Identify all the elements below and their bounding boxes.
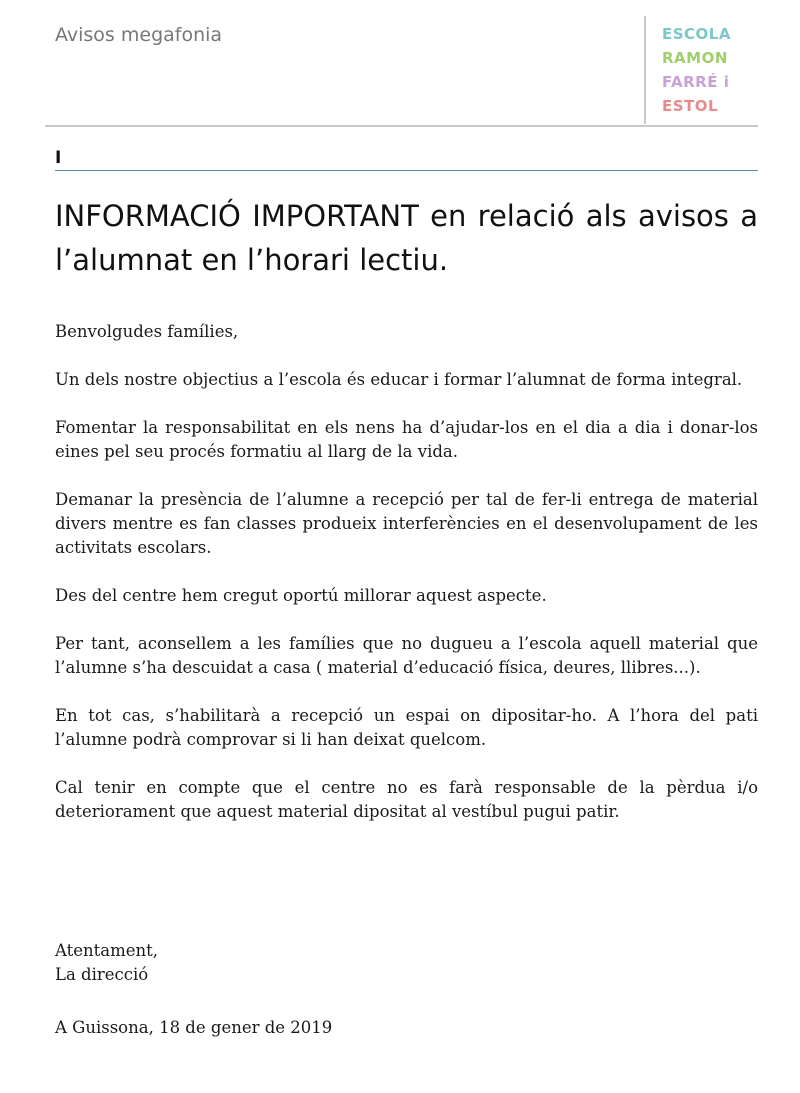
paragraph: Un dels nostre objectius a l’escola és educar i formar l’alumnat de forma integral. xyxy=(55,370,743,389)
logo-line: RAMON xyxy=(662,49,728,67)
paragraph: En tot cas, s’habilitarà a recepció un espai on dipositar-ho. A l’hora del pati l’alumne podrà comprovar si li han deixat quelcom. xyxy=(55,706,758,749)
closing-block xyxy=(55,939,758,987)
text-marker: I xyxy=(55,148,62,168)
paragraph: Fomentar la responsabilitat en els nens ha d’ajudar-los en el dia a dia i donar-los eines pel seu procés formatiu al llarg de la vida. xyxy=(55,418,758,461)
logo-line: FARRÉ i xyxy=(662,73,730,91)
closing-signature: La direcció xyxy=(55,965,149,984)
logo-line: ESCOLA xyxy=(662,25,731,43)
paragraph: Des del centre hem cregut oportú millorar aquest aspecte. xyxy=(55,586,547,605)
logo-line: ESTOL xyxy=(662,97,719,115)
paragraph: Demanar la presència de l’alumne a recepció per tal de fer-li entrega de material divers mentre es fan classes produeix interferències en el desenvolupament de les activitats escolars. xyxy=(55,490,758,557)
closing-salutation: Atentament, xyxy=(55,941,159,960)
paragraph: Per tant, aconsellem a les famílies que no dugueu a l’escola aquell material que l’alumne s’ha descuidat a casa ( material d’educació física, deures, llibres...). xyxy=(55,634,758,677)
section-rule xyxy=(55,170,758,171)
header-divider-vertical xyxy=(644,16,646,124)
school-logo xyxy=(662,24,734,116)
place-date: A Guissona, 18 de gener de 2019 xyxy=(55,1018,333,1037)
paragraph: Cal tenir en compte que el centre no es farà responsable de la pèrdua i/o deteriorament que aquest material dipositat al vestíbul pugui patir. xyxy=(55,778,758,821)
header-title: Avisos megafonia xyxy=(55,24,223,46)
document-body xyxy=(55,320,758,848)
paragraph-greeting: Benvolgudes famílies, xyxy=(55,322,239,341)
document-heading: INFORMACIÓ IMPORTANT en relació als avisos a l’alumnat en l’horari lectiu. xyxy=(55,199,758,277)
header-divider-horizontal xyxy=(45,125,758,127)
